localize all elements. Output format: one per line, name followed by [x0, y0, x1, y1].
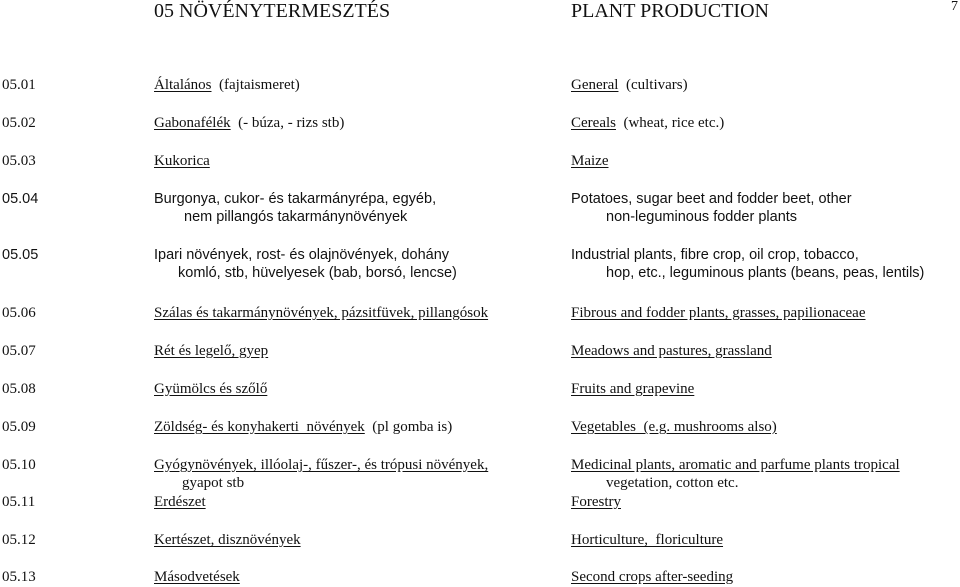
- item-english: Horticulture, floriculture: [571, 532, 724, 548]
- item-code: 05.10: [2, 457, 36, 473]
- item-code: 05.12: [2, 532, 36, 548]
- item-code: 05.13: [2, 569, 36, 585]
- item-english: Second crops after-seeding: [571, 569, 734, 585]
- item-hungarian-continued: komló, stb, hüvelyesek (bab, borsó, lencse): [178, 265, 457, 281]
- item-code: 05.08: [2, 381, 36, 397]
- item-hungarian: Másodvetések: [154, 569, 240, 585]
- page-title-english: PLANT PRODUCTION: [571, 0, 769, 22]
- page-number: 7: [951, 0, 958, 14]
- item-english: Medicinal plants, aromatic and parfume plants tropical: [571, 457, 900, 473]
- item-code: 05.07: [2, 343, 36, 359]
- item-english: Potatoes, sugar beet and fodder beet, other: [571, 191, 852, 207]
- page-title-hungarian: 05 NÖVÉNYTERMESZTÉS: [154, 0, 391, 22]
- item-hungarian: Szálas és takarmánynövények, pázsitfüvek, pillangósok: [154, 305, 489, 321]
- item-english: Industrial plants, fibre crop, oil crop, tobacco,: [571, 247, 859, 263]
- item-english-continued: hop, etc., leguminous plants (beans, peas, lentils): [606, 265, 925, 281]
- item-hungarian: Kukorica: [154, 153, 210, 169]
- item-code: 05.05: [2, 247, 39, 263]
- item-hungarian: Erdészet: [154, 494, 206, 510]
- item-code: 05.01: [2, 77, 36, 93]
- item-english: Maize: [571, 153, 609, 169]
- item-code: 05.02: [2, 115, 36, 131]
- item-english: Cereals (wheat, rice etc.): [571, 115, 725, 131]
- item-english-continued: vegetation, cotton etc.: [606, 475, 739, 491]
- item-hungarian: Gabonafélék (- búza, - rizs stb): [154, 115, 345, 131]
- item-code: 05.11: [2, 494, 36, 510]
- item-hungarian: Gyümölcs és szőlő: [154, 381, 268, 397]
- item-hungarian: Általános (fajtaismeret): [154, 77, 300, 93]
- item-english: Fruits and grapevine: [571, 381, 695, 397]
- item-hungarian: Rét és legelő, gyep: [154, 343, 269, 359]
- item-code: 05.04: [2, 191, 39, 207]
- item-code: 05.03: [2, 153, 36, 169]
- item-hungarian: Burgonya, cukor- és takarmányrépa, egyéb,: [154, 191, 437, 207]
- item-hungarian: Zöldség- és konyhakerti növények (pl gomba is): [154, 419, 453, 435]
- item-english: Meadows and pastures, grassland: [571, 343, 772, 359]
- item-english-continued: non-leguminous fodder plants: [606, 209, 798, 225]
- item-hungarian: Ipari növények, rost- és olajnövények, dohány: [154, 247, 450, 263]
- item-code: 05.06: [2, 305, 36, 321]
- item-hungarian: Kertészet, disznövények: [154, 532, 301, 548]
- item-hungarian: Gyógynövények, illóolaj-, fűszer-, és trópusi növények,: [154, 457, 489, 473]
- item-english: Fibrous and fodder plants, grasses, papilionaceae: [571, 305, 866, 321]
- item-english: General (cultivars): [571, 77, 688, 93]
- item-english: Forestry: [571, 494, 621, 510]
- item-hungarian-continued: nem pillangós takarmánynövények: [184, 209, 408, 225]
- item-english: Vegetables (e.g. mushrooms also): [571, 419, 777, 435]
- item-hungarian-continued: gyapot stb: [182, 475, 245, 491]
- item-code: 05.09: [2, 419, 36, 435]
